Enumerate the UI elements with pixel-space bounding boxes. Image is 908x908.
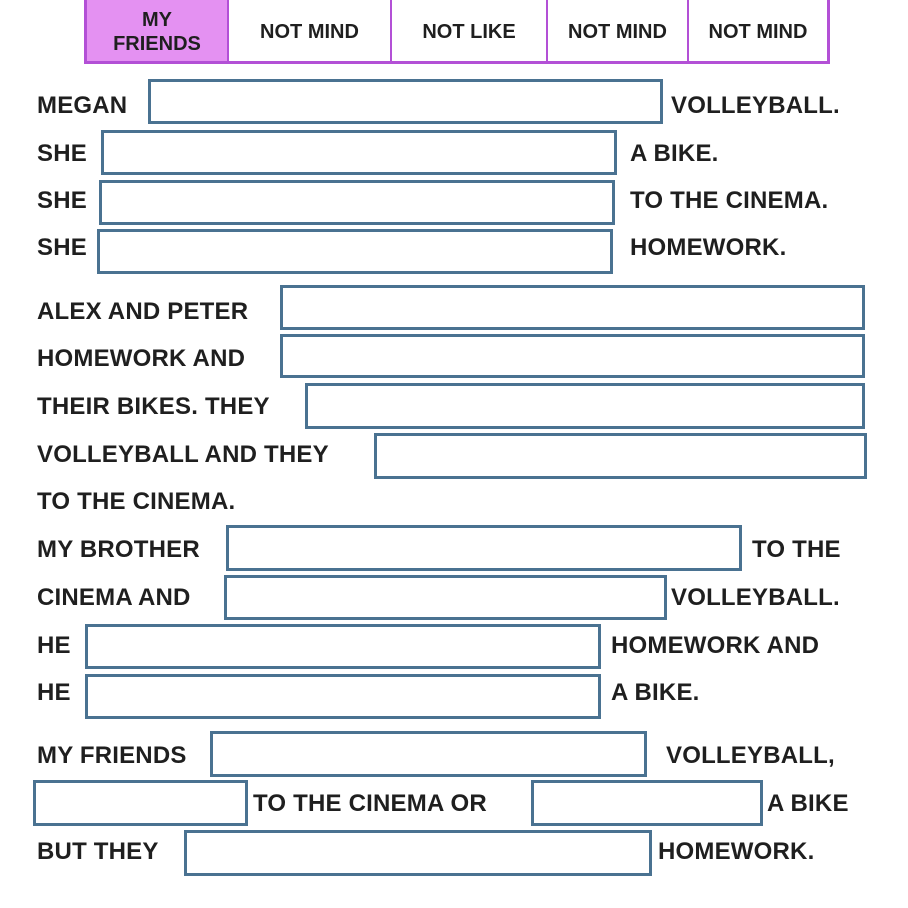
label-to-the-cinema-1: TO THE CINEMA. [630, 187, 829, 214]
answer-input-6[interactable] [280, 334, 865, 378]
answer-input-9[interactable] [226, 525, 742, 571]
header-table [84, 0, 830, 64]
label-she-2: SHE [37, 187, 87, 214]
header-cell-not-mind-2: NOT MIND [548, 0, 689, 61]
label-a-bike-1: A BIKE. [630, 140, 719, 167]
label-volleyball-1: VOLLEYBALL. [671, 92, 840, 119]
label-homework-2: HOMEWORK. [658, 838, 815, 865]
label-she-3: SHE [37, 234, 87, 261]
answer-input-12[interactable] [85, 674, 601, 719]
label-volleyball-and-they: VOLLEYBALL AND THEY [37, 441, 329, 468]
label-alex-and-peter: ALEX AND PETER [37, 298, 249, 325]
answer-input-1[interactable] [148, 79, 663, 124]
label-my-brother: MY BROTHER [37, 536, 200, 563]
label-volleyball-2: VOLLEYBALL. [671, 584, 840, 611]
label-a-bike-2: A BIKE. [611, 679, 700, 706]
label-a-bike-3: A BIKE [767, 790, 849, 817]
label-but-they: BUT THEY [37, 838, 159, 865]
answer-input-5[interactable] [280, 285, 865, 330]
header-cell-not-mind-1: NOT MIND [229, 0, 392, 61]
label-their-bikes-they: THEIR BIKES. THEY [37, 393, 270, 420]
label-homework-and-2: HOMEWORK AND [611, 632, 820, 659]
header-cell-not-mind-3: NOT MIND [708, 21, 808, 43]
answer-input-2[interactable] [101, 130, 617, 175]
label-to-the-cinema-2: TO THE CINEMA. [37, 488, 236, 515]
answer-input-8[interactable] [374, 433, 867, 479]
label-cinema-and: CINEMA AND [37, 584, 191, 611]
label-to-the-cinema-or: TO THE CINEMA OR [253, 790, 487, 817]
label-to-the: TO THE [752, 536, 841, 563]
answer-input-11[interactable] [85, 624, 601, 669]
answer-input-4[interactable] [97, 229, 613, 274]
answer-input-14[interactable] [33, 780, 248, 826]
label-he-1: HE [37, 632, 71, 659]
label-my-friends: MY FRIENDS [37, 742, 187, 769]
label-he-2: HE [37, 679, 71, 706]
answer-input-10[interactable] [224, 575, 667, 620]
answer-input-7[interactable] [305, 383, 865, 429]
header-cell-my-friends: MY FRIENDS [87, 0, 229, 61]
answer-input-13[interactable] [210, 731, 647, 777]
label-homework-and-1: HOMEWORK AND [37, 345, 246, 372]
answer-input-3[interactable] [99, 180, 615, 225]
header-cell-not-like: NOT LIKE [392, 0, 548, 61]
label-volleyball-3: VOLLEYBALL, [666, 742, 835, 769]
label-she-1: SHE [37, 140, 87, 167]
label-homework-1: HOMEWORK. [630, 234, 787, 261]
answer-input-15[interactable] [531, 780, 763, 826]
answer-input-16[interactable] [184, 830, 652, 876]
label-megan: MEGAN [37, 92, 128, 119]
